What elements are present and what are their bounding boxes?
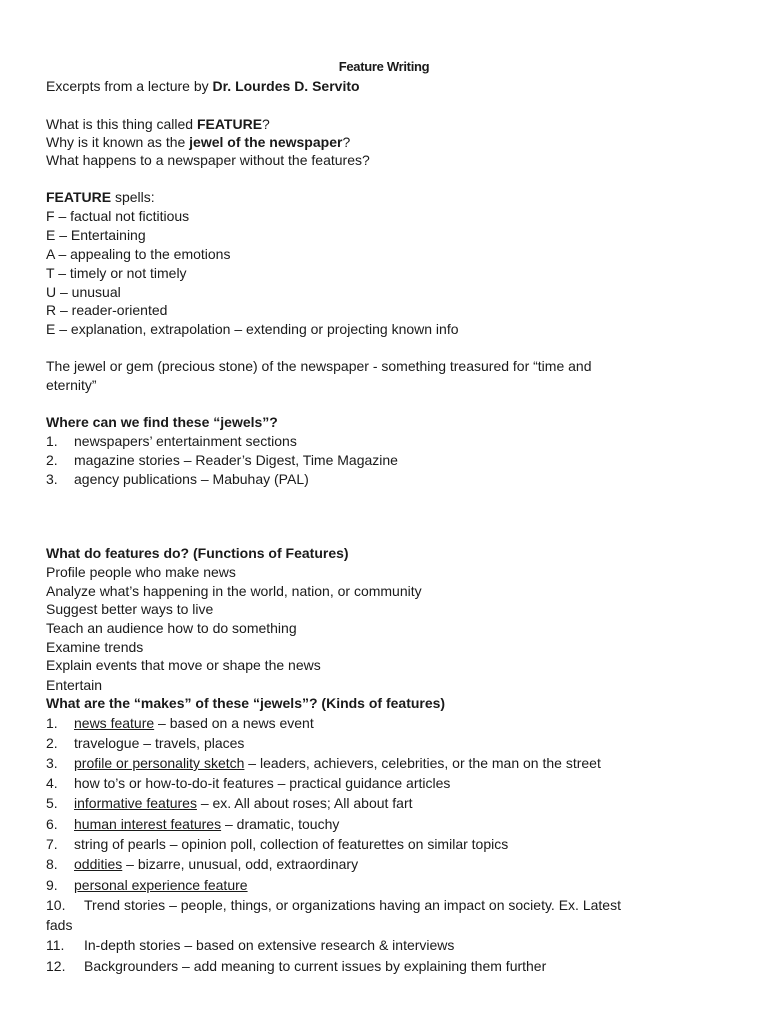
kinds-heading: What are the “makes” of these “jewels”? (Kinds of features) (46, 695, 446, 711)
list-item: profile or personality sketch – leaders, achievers, celebrities, or the man on the street (74, 755, 601, 771)
document-title: Feature Writing (338, 59, 430, 74)
function-item: Profile people who make news (46, 564, 236, 580)
function-item: Suggest better ways to live (46, 601, 214, 617)
list-number: 3. (46, 471, 58, 487)
list-number: 1. (46, 433, 58, 449)
list-item-continuation: fads (46, 917, 73, 933)
list-number: 7. (46, 836, 58, 852)
question-line: Why is it known as the jewel of the newspaper? (46, 134, 351, 150)
function-item: Teach an audience how to do something (46, 620, 297, 636)
list-number: 8. (46, 856, 58, 872)
function-item: Analyze what’s happening in the world, nation, or community (46, 583, 422, 599)
question-line: What happens to a newspaper without the features? (46, 152, 370, 168)
list-number: 2. (46, 735, 58, 751)
list-item: personal experience feature (74, 877, 248, 893)
functions-heading: What do features do? (Functions of Features) (46, 545, 349, 561)
list-item: human interest features – dramatic, touchy (74, 816, 340, 832)
list-item: informative features – ex. All about roses; All about fart (74, 795, 413, 811)
acronym-item: R – reader-oriented (46, 302, 168, 318)
list-item: magazine stories – Reader’s Digest, Time Magazine (74, 452, 398, 468)
list-item: Trend stories – people, things, or organizations having an impact on society. Ex. Latest (84, 897, 621, 913)
acronym-item: E – explanation, extrapolation – extending or projecting known info (46, 321, 459, 337)
list-number: 10. (46, 897, 66, 913)
author-name: Dr. Lourdes D. Servito (212, 78, 360, 94)
acronym-item: F – factual not fictitious (46, 208, 190, 224)
list-item: oddities – bizarre, unusual, odd, extraordinary (74, 856, 359, 872)
list-number: 12. (46, 958, 66, 974)
list-number: 3. (46, 755, 58, 771)
list-item: news feature – based on a news event (74, 715, 314, 731)
list-item: newspapers’ entertainment sections (74, 433, 297, 449)
list-item: how to’s or how-to-do-it features – practical guidance articles (74, 775, 451, 791)
byline: Excerpts from a lecture by Dr. Lourdes D. Servito (46, 78, 360, 94)
jewel-paragraph-line: eternity” (46, 377, 97, 393)
list-number: 6. (46, 816, 58, 832)
list-number: 1. (46, 715, 58, 731)
question-line: What is this thing called FEATURE? (46, 116, 270, 132)
acronym-item: A – appealing to the emotions (46, 246, 231, 262)
acronym-item: U – unusual (46, 284, 121, 300)
function-item: Examine trends (46, 639, 144, 655)
list-number: 9. (46, 877, 58, 893)
function-item: Entertain (46, 677, 103, 693)
acronym-item: E – Entertaining (46, 227, 146, 243)
list-number: 4. (46, 775, 58, 791)
list-item: agency publications – Mabuhay (PAL) (74, 471, 309, 487)
list-number: 2. (46, 452, 58, 468)
jewel-paragraph-line: The jewel or gem (precious stone) of the newspaper - something treasured for “time and (46, 358, 592, 374)
list-number: 5. (46, 795, 58, 811)
where-heading: Where can we find these “jewels”? (46, 414, 278, 430)
list-number: 11. (46, 937, 65, 953)
list-item: travelogue – travels, places (74, 735, 245, 751)
list-item: string of pearls – opinion poll, collection of featurettes on similar topics (74, 836, 509, 852)
list-item: In-depth stories – based on extensive research & interviews (84, 937, 455, 953)
acronym-item: T – timely or not timely (46, 265, 187, 281)
acronym-heading: FEATURE spells: (46, 189, 155, 205)
list-item: Backgrounders – add meaning to current issues by explaining them further (84, 958, 547, 974)
function-item: Explain events that move or shape the news (46, 657, 321, 673)
